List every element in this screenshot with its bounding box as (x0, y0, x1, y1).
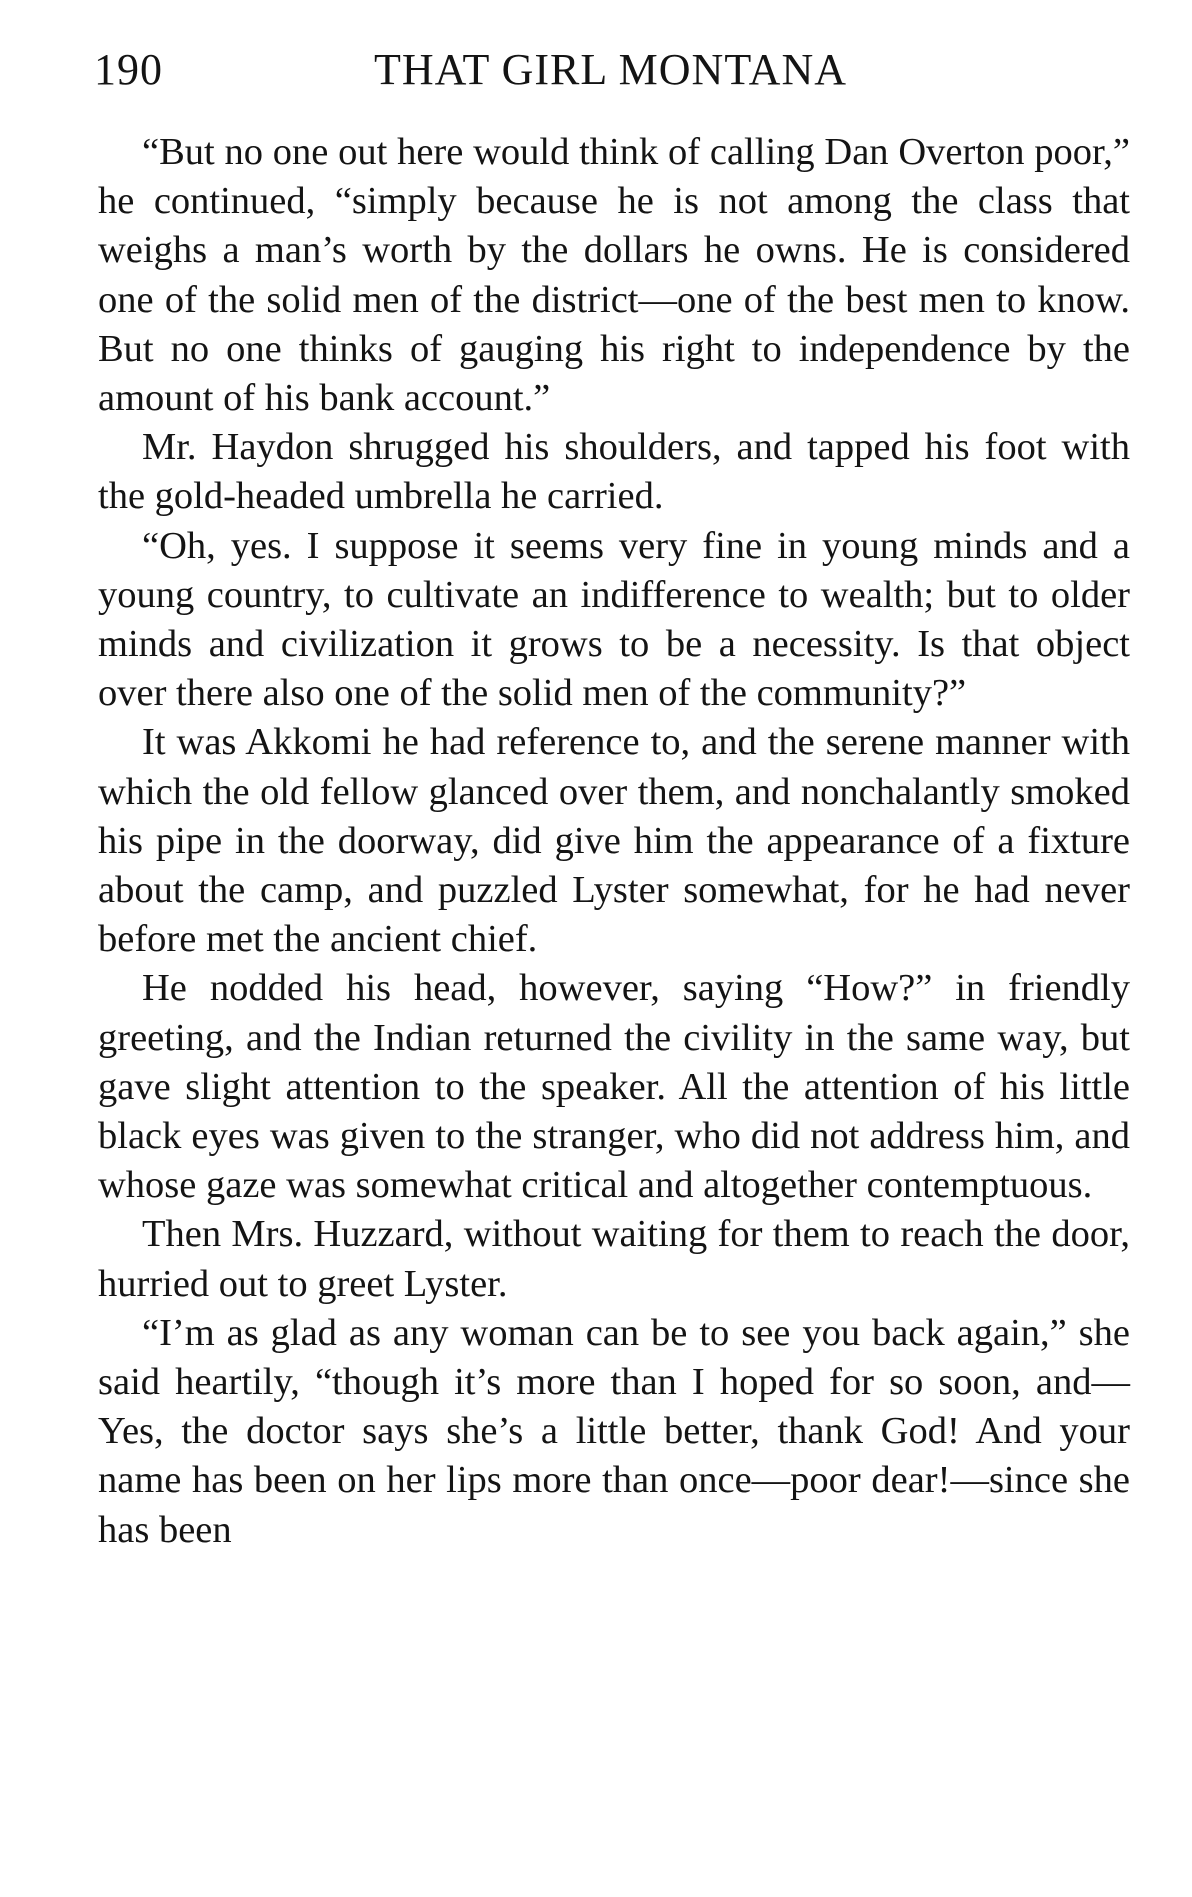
body-text (98, 128, 1130, 1555)
paragraph: It was Akkomi he had reference to, and the serene manner with which the old fellow glanced over them, and nonchalantly smoked his pipe in the doorway, did give him the appearance of a fixture about the camp, and puzzled Lyster somewhat, for he had never before met the ancient chief. (98, 721, 1130, 961)
running-head (94, 40, 1134, 100)
paragraph: “Oh, yes. I suppose it seems very fine in young minds and a young country, to cultivate an indifference to wealth; but to older minds and civilization it grows to be a necessity. Is that object over there also one of the solid men of the community?” (98, 524, 1130, 715)
paragraph: “I’m as glad as any woman can be to see you back again,” she said heartily, “though it’s more than I hoped for so soon, and— Yes, the doctor says she’s a little better, thank God! And your name has been on her lips more than once—poor dear!—since she has been (98, 1311, 1130, 1551)
page-number: 190 (94, 45, 163, 94)
paragraph: He nodded his head, however, saying “How?” in friendly greeting, and the Indian returned the civility in the same way, but gave slight attention to the speaker. All the attention of his little black eyes was given to the stranger, who did not address him, and whose gaze was somewhat critical and altogether contemptuous. (98, 967, 1130, 1207)
running-title: THAT GIRL MONTANA (374, 45, 848, 94)
paragraph: Then Mrs. Huzzard, without waiting for them to reach the door, hurried out to greet Lyster. (98, 1213, 1130, 1305)
paragraph: Mr. Haydon shrugged his shoulders, and tapped his foot with the gold-headed umbrella he carried. (98, 426, 1130, 518)
paragraph: “But no one out here would think of calling Dan Overton poor,” he continued, “simply because he is not among the class that weighs a man’s worth by the dollars he owns. He is considered one of the solid men of the district—one of the best men to know. But no one thinks of gauging his right to independence by the amount of his bank account.” (98, 131, 1130, 420)
